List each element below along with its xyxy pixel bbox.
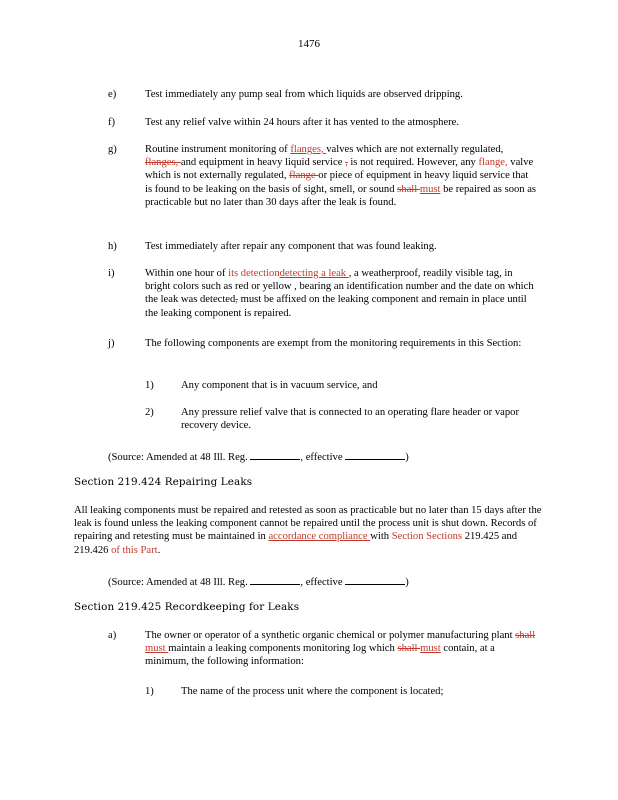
- item-j-sub-2: [145, 406, 540, 432]
- item-g: [108, 143, 538, 209]
- item-f: [108, 116, 538, 129]
- section-heading: Section 219.425 Recordkeeping for Leaks: [74, 601, 300, 613]
- inserted-text: must: [419, 183, 441, 195]
- blank-line: [250, 449, 300, 460]
- blank-line: [250, 574, 300, 585]
- inserted-text: of this Part: [111, 544, 158, 556]
- inserted-text: must: [145, 643, 169, 655]
- inserted-text: flange,: [478, 157, 508, 169]
- item-h-label: h): [108, 241, 117, 252]
- section-heading: Section 219.424 Repairing Leaks: [74, 476, 253, 488]
- section-424-paragraph: All leaking components must be repaired and retested as soon as practicable but no later than 15 days after the leak is found unless the leaking component cannot be repaired until the process unit is shut down. Records of repairing and retesting must be maintained in accordance compliance with Section Sections 219.425 and 219.426 of this Part.: [74, 505, 542, 556]
- deleted-text: shall: [397, 643, 421, 655]
- blank-line: [345, 449, 405, 460]
- item-i-label: i): [108, 268, 115, 279]
- item-a-sub-1-label: 1): [145, 686, 154, 697]
- item-j-sub-2-label: 2): [145, 407, 154, 418]
- inserted-text: accordance compliance: [268, 531, 371, 543]
- blank-line: [345, 574, 405, 585]
- item-a-text: The owner or operator of a synthetic organic chemical or polymer manufacturing plant shall must maintain a leaking components monitoring log which shall must contain, at a minimum, the following information:: [145, 630, 536, 668]
- deleted-text: shall: [515, 630, 536, 641]
- item-j-sub-1: [145, 379, 540, 392]
- item-a: [108, 629, 538, 669]
- item-j: [108, 337, 538, 350]
- item-h-text: Test immediately after repair any component that was found leaking.: [145, 241, 437, 252]
- deleted-text: ,: [235, 294, 238, 306]
- item-e-label: e): [108, 89, 117, 100]
- inserted-text: detecting a leak: [279, 268, 349, 279]
- item-j-text: The following components are exempt from the monitoring requirements in this Section:: [145, 338, 522, 349]
- inserted-text: must: [420, 643, 441, 655]
- deleted-text: ,: [345, 157, 348, 169]
- item-e-text: Test immediately any pump seal from which liquids are observed dripping.: [145, 89, 463, 100]
- item-f-label: f): [108, 117, 116, 128]
- item-a-sub-1-text: The name of the process unit where the component is located;: [181, 686, 444, 697]
- item-g-label: g): [108, 144, 117, 155]
- item-j-sub-1-label: 1): [145, 380, 154, 391]
- item-e: [108, 88, 538, 101]
- item-j-sub-2-text: Any pressure relief valve that is connected to an operating flare header or vapor recovery device.: [181, 407, 519, 432]
- source-note: (Source: Amended at 48 Ill. Reg. , effective ): [108, 574, 409, 589]
- item-a-sub-1: [145, 685, 540, 698]
- page-number: 1476: [298, 38, 320, 50]
- deleted-text: shall: [397, 183, 420, 195]
- item-a-label: a): [108, 630, 117, 641]
- item-i-text: Within one hour of its detectiondetecting a leak , a weatherproof, readily visible tag, in bright colors such as red or yellow , bearing an identification number and the date on which the leak was detected, must be affixed on the leaking component and remain in place until the leaking component is repaired.: [145, 268, 534, 319]
- item-g-text: Routine instrument monitoring of flanges, valves which are not externally regulated, flanges, and equipment in heavy liquid service , is not required. However, any flange, valve which is not externally regulated, flange or piece of equipment in heavy liquid service that is found to be leaking on the basis of sight, smell, or sound shall must be repaired as soon as practicable but no later than 30 days after the leak is found.: [145, 144, 537, 208]
- deleted-text: flange: [289, 170, 319, 182]
- item-h: [108, 240, 538, 253]
- inserted-text: its detection: [228, 268, 280, 279]
- inserted-text: Section Sections: [391, 531, 465, 543]
- item-j-label: j): [108, 338, 115, 349]
- item-f-text: Test any relief valve within 24 hours after it has vented to the atmosphere.: [145, 117, 460, 128]
- inserted-text: flanges,: [290, 144, 327, 155]
- item-i: [108, 267, 538, 320]
- source-note: (Source: Amended at 48 Ill. Reg. , effective ): [108, 449, 409, 464]
- deleted-text: flanges,: [145, 157, 181, 169]
- item-j-sub-1-text: Any component that is in vacuum service, and: [181, 380, 378, 391]
